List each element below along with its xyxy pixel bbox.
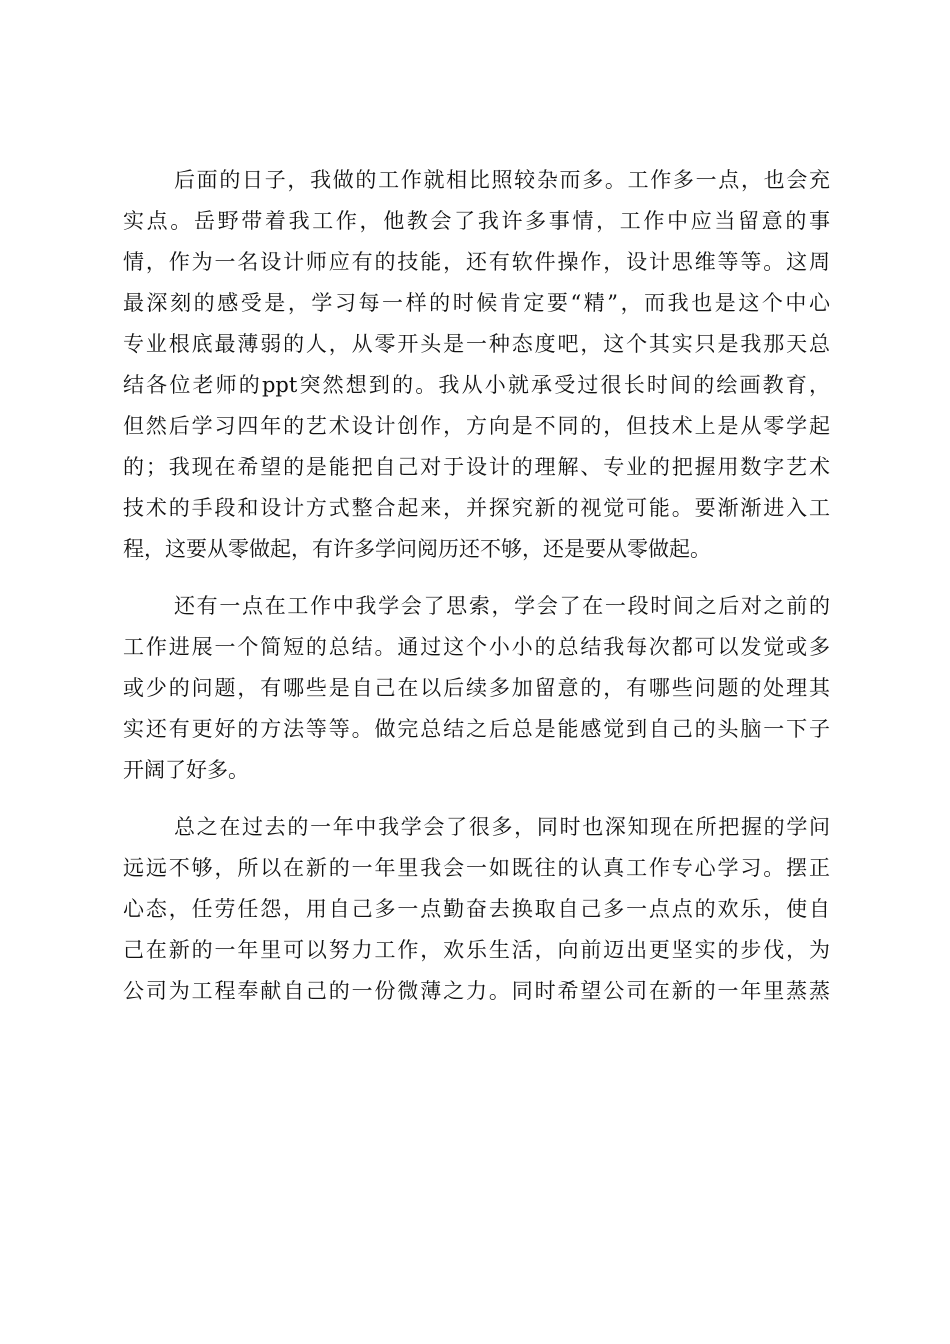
- text-line: 技术的手段和设计方式整合起来，并探究新的视觉可能。要渐渐进入工: [123, 496, 830, 520]
- text-line: 还有一点在工作中我学会了思索，学会了在一段时间之后对之前的: [174, 594, 830, 618]
- text-line: 或少的问题，有哪些是自己在以后续多加留意的，有哪些问题的处理其: [123, 676, 830, 700]
- document-body: [123, 160, 830, 1028]
- text-line: 心态，任劳任怨，用自己多一点勤奋去换取自己多一点点的欢乐，使自: [123, 897, 830, 921]
- paragraph-3: [123, 807, 830, 1012]
- text-line: 己在新的一年里可以努力工作，欢乐生活，向前迈出更坚实的步伐，为: [123, 938, 830, 962]
- text-line: 情，作为一名设计师应有的技能，还有软件操作，设计思维等等。这周: [123, 250, 830, 274]
- text-line: 实还有更好的方法等等。做完总结之后总是能感觉到自己的头脑一下子: [123, 717, 830, 741]
- text-line: 但然后学习四年的艺术设计创作，方向是不同的，但技术上是从零学起: [123, 414, 830, 438]
- text-line: 的；我现在希望的是能把自己对于设计的理解、专业的把握用数字艺术: [123, 455, 830, 479]
- text-line: 后面的日子，我做的工作就相比照较杂而多。工作多一点，也会充: [174, 168, 830, 192]
- paragraph-1: [123, 160, 830, 570]
- text-line: 开阔了好多。: [123, 758, 249, 782]
- text-line: 实点。岳野带着我工作，他教会了我许多事情，工作中应当留意的事: [123, 209, 830, 233]
- text-line: 程，这要从零做起，有许多学问阅历还不够，还是要从零做起。: [123, 537, 711, 561]
- text-line: 总之在过去的一年中我学会了很多，同时也深知现在所把握的学问: [174, 815, 830, 839]
- text-line: 工作进展一个简短的总结。通过这个小小的总结我每次都可以发觉或多: [123, 635, 830, 659]
- text-line: 结各位老师的ppt突然想到的。我从小就承受过很长时间的绘画教育，: [123, 373, 830, 397]
- text-line: 公司为工程奉献自己的一份微薄之力。同时希望公司在新的一年里蒸蒸: [123, 979, 830, 1003]
- paragraph-2: [123, 586, 830, 791]
- text-line: 最深刻的感受是，学习每一样的时候肯定要“精”，而我也是这个中心: [123, 291, 830, 315]
- text-line: 专业根底最薄弱的人，从零开头是一种态度吧，这个其实只是我那天总: [123, 332, 830, 356]
- text-line: 远远不够，所以在新的一年里我会一如既往的认真工作专心学习。摆正: [123, 856, 830, 880]
